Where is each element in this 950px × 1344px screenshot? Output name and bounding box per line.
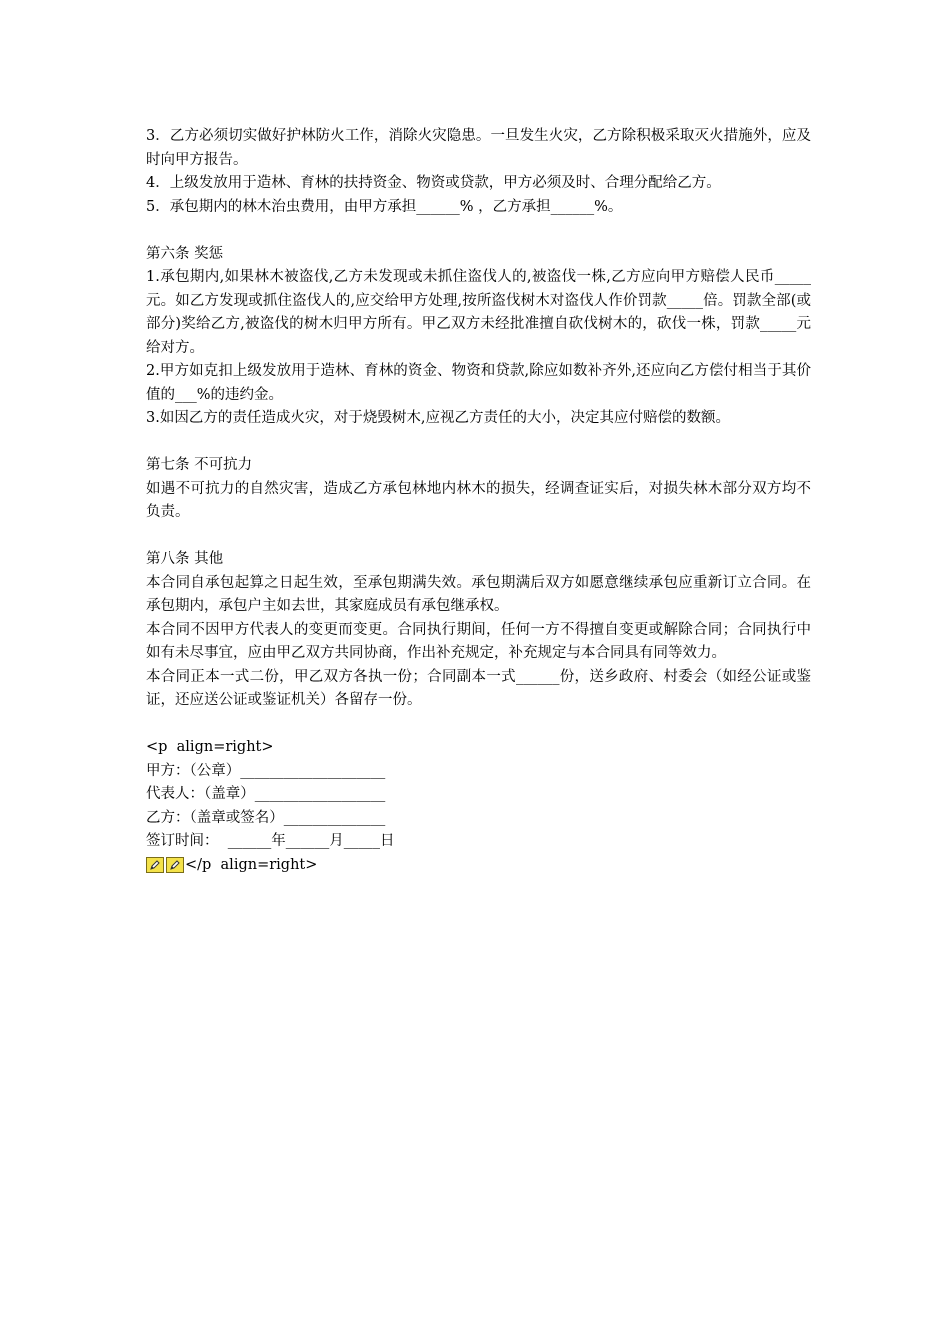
open-tag-text: <p align=right>: [146, 739, 274, 755]
section5-item-3: 3．乙方必须切实做好护林防火工作，消除火灾隐患。一旦发生火灾，乙方除积极采取灭火措施外，应及时向甲方报告。: [146, 128, 811, 168]
section5-item-4: 4．上级发放用于造林、育林的扶持资金、物资或贷款，甲方必须及时、合理分配给乙方。: [146, 175, 721, 191]
section8-heading: 第八条 其他: [146, 551, 224, 567]
spacer: [146, 219, 811, 243]
date-line: 签订时间： ______年______月_____日: [146, 833, 395, 849]
pencil-icon[interactable]: [146, 857, 164, 873]
section6-heading: 第六条 奖惩: [146, 245, 224, 262]
section7: [146, 454, 811, 525]
section6: [146, 243, 811, 431]
party-b-line: 乙方：（盖章或签名）______________: [146, 809, 386, 826]
party-a-line: 甲方：（公章）____________________: [146, 762, 386, 779]
section8-item-3: 本合同正本一式二份，甲乙双方各执一份；合同副本一式______份，送乡政府、村委会（如经公证或鉴证，还应送公证或鉴证机关）各留存一份。: [146, 668, 811, 708]
section8: [146, 548, 811, 713]
spacer: [146, 525, 811, 549]
section5-items: [146, 125, 811, 219]
spacer: [146, 713, 811, 737]
section7-heading: 第七条 不可抗力: [146, 457, 253, 473]
close-tag-text: </p align=right>: [185, 856, 318, 873]
section6-item-3: 3.如因乙方的责任造成火灾，对于烧毁树木,应视乙方责任的大小，决定其应付赔偿的数额。: [146, 410, 730, 426]
section8-item-1: 本合同自承包起算之日起生效，至承包期满失效。承包期满后双方如愿意继续承包应重新订立合同。在承包期内，承包户主如去世，其家庭成员有承包继承权。: [146, 574, 811, 614]
icon-group: [146, 857, 184, 873]
section7-item-1: 如遇不可抗力的自然灾害，造成乙方承包林地内林木的损失，经调查证实后，对损失林木部分双方均不负责。: [146, 480, 811, 520]
contract-page: [146, 125, 811, 877]
close-tag-row: [146, 854, 811, 878]
section5-item-5: 5．承包期内的林木治虫费用，由甲方承担______% ，乙方承担______%。: [146, 198, 623, 215]
section6-item-1: 1.承包期内,如果林木被盗伐,乙方未发现或未抓住盗伐人的,被盗伐一株,乙方应向甲方赔偿人民币_____元。如乙方发现或抓住盗伐人的,应交给甲方处理,按所盗伐树木对盗伐人作价罚款_____倍。罚款全部(或部分)奖给乙方,被盗伐的树木归甲方所有。甲乙双方未经批准擅自砍伐树木的，砍伐一株，罚款_____元给对方。: [146, 269, 811, 356]
section8-item-2: 本合同不因甲方代表人的变更而变更。合同执行期间，任何一方不得擅自变更或解除合同；合同执行中如有未尽事宜，应由甲乙双方共同协商，作出补充规定，补充规定与本合同具有同等效力。: [146, 621, 811, 661]
spacer: [146, 431, 811, 455]
pencil-icon[interactable]: [166, 857, 184, 873]
signature-block: [146, 736, 811, 877]
representative-line: 代表人：（盖章）__________________: [146, 786, 386, 802]
section6-item-2: 2.甲方如克扣上级发放用于造林、育林的资金、物资和贷款,除应如数补齐外,还应向乙方偿付相当于其价值的___%的违约金。: [146, 363, 811, 403]
